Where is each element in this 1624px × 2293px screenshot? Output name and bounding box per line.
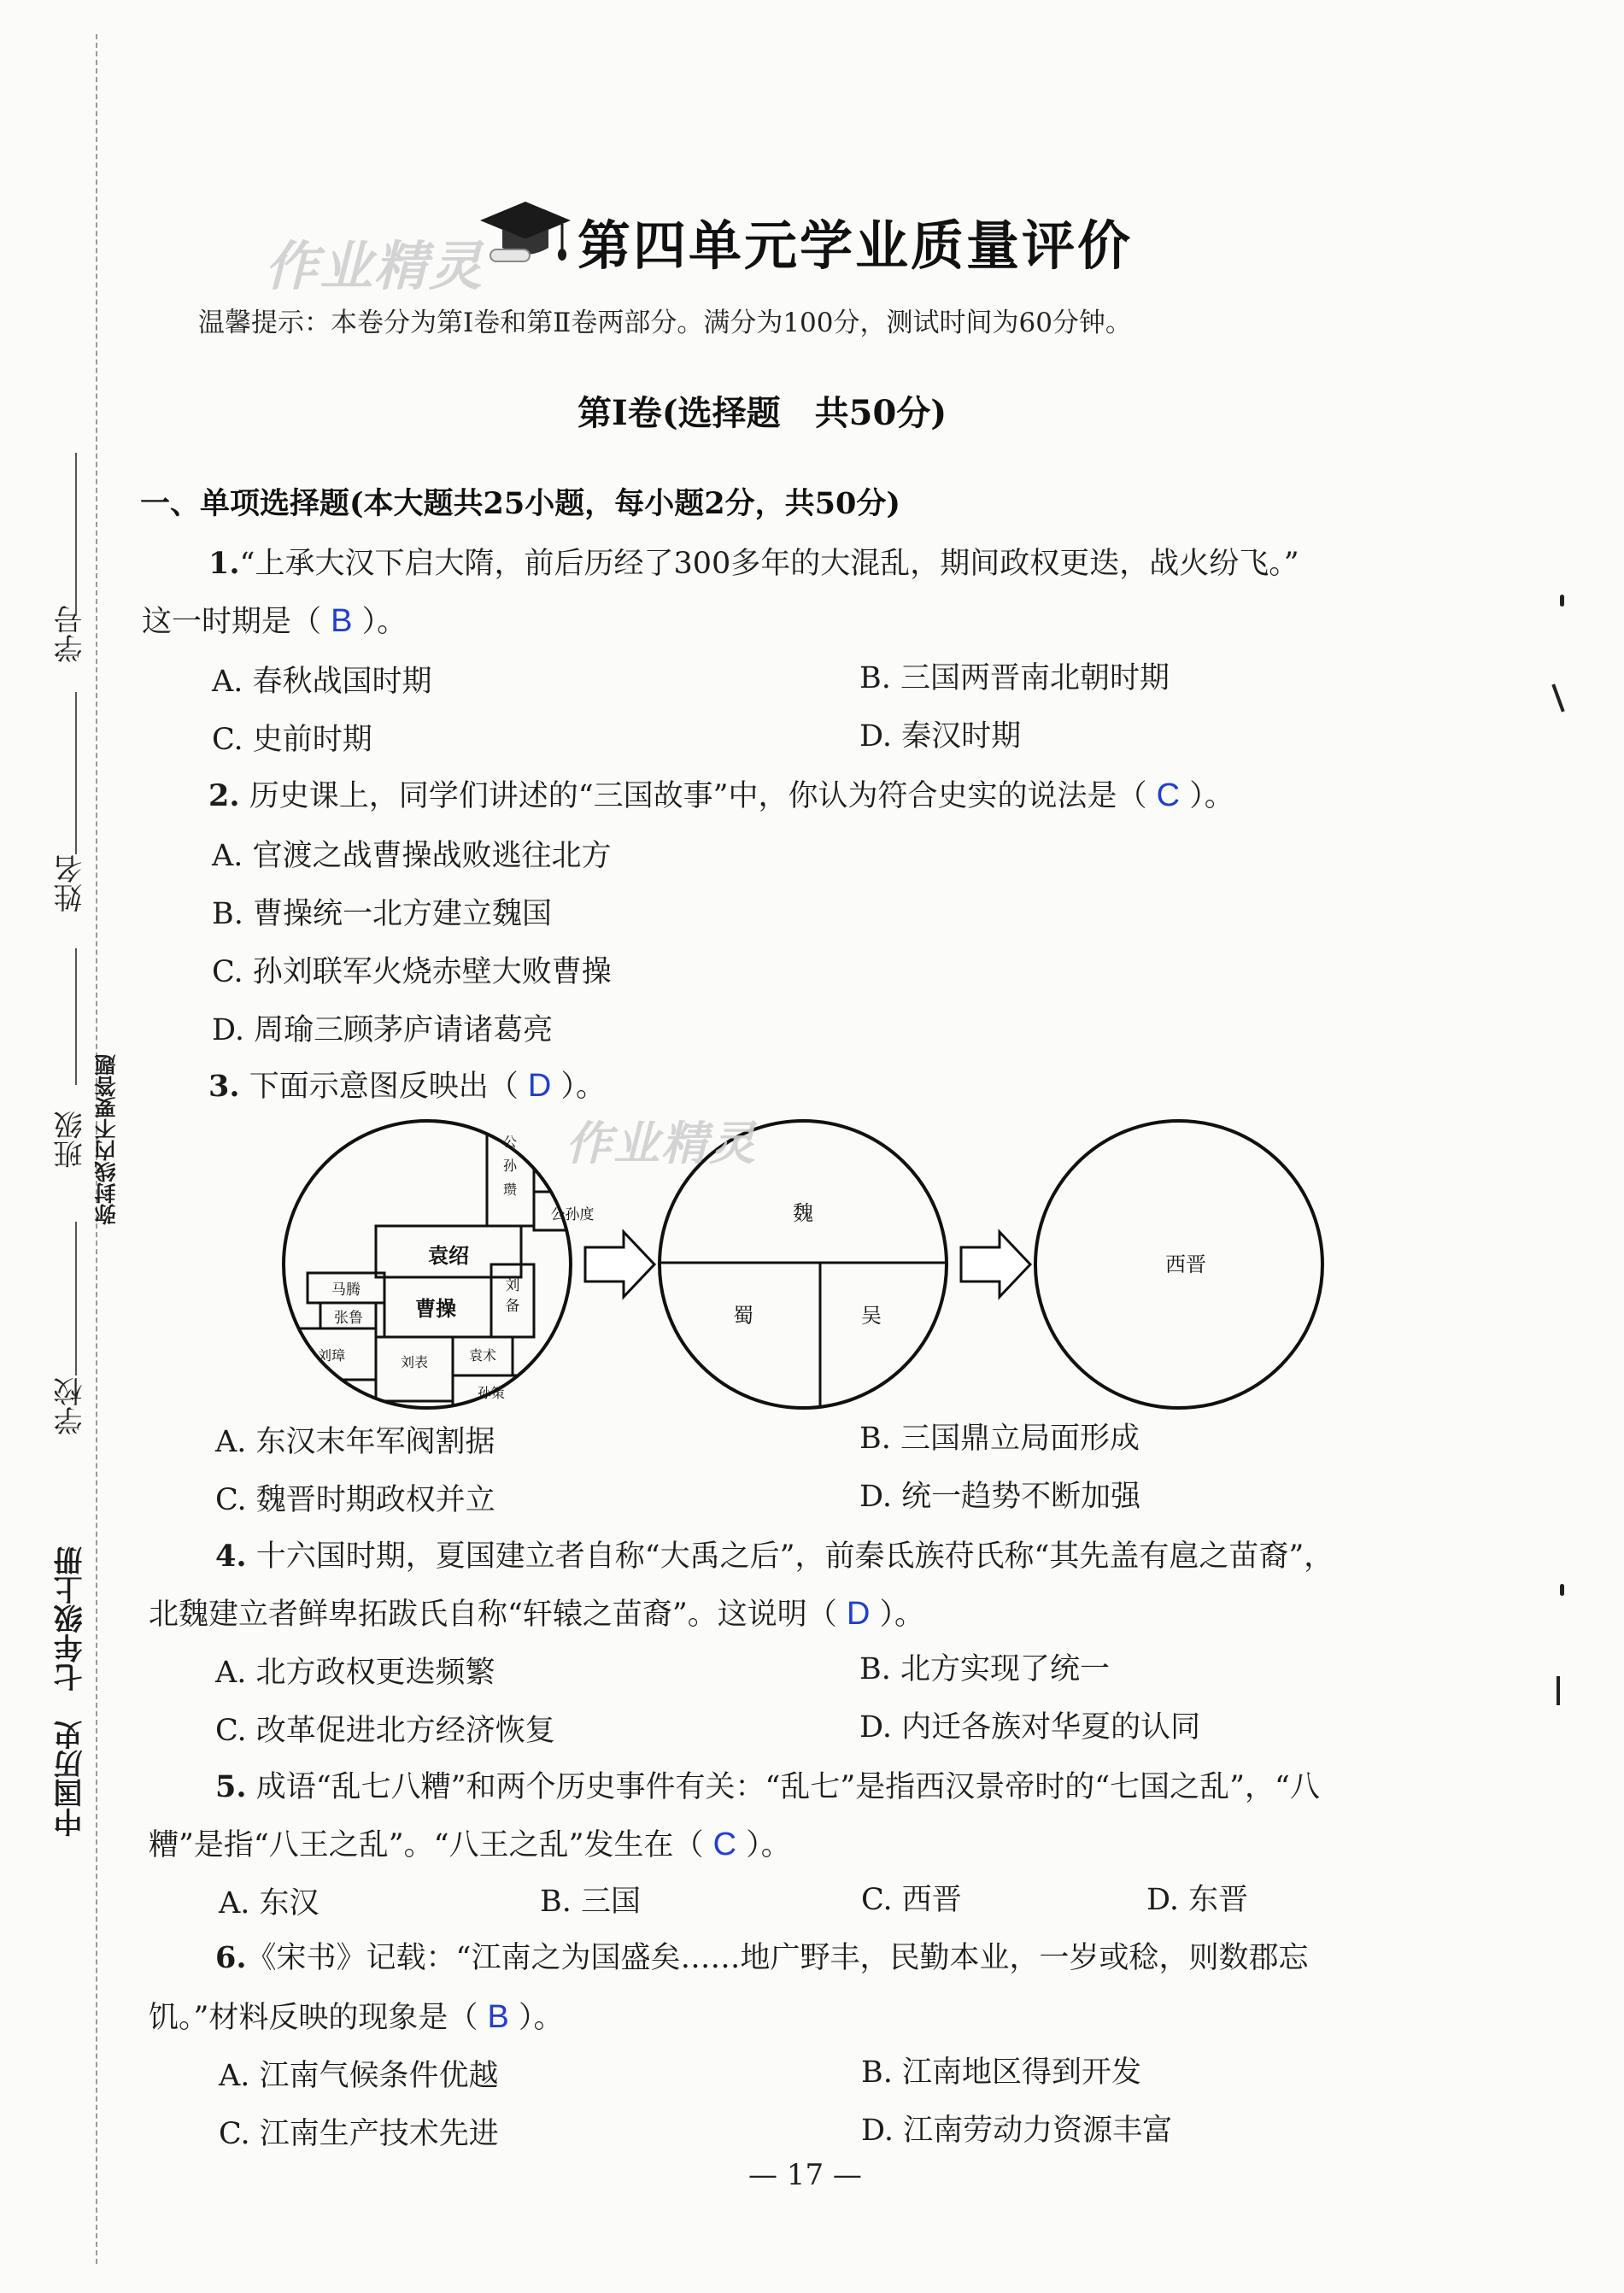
q5-answer[interactable]: C	[712, 1827, 737, 1862]
q6-option-b[interactable]: B. 江南地区得到开发	[861, 2055, 1141, 2090]
name-underline[interactable]	[75, 692, 77, 854]
q3-number: 3.	[208, 1069, 240, 1104]
q3-stem-text: 下面示意图反映出（	[249, 1070, 519, 1104]
q2-option-b[interactable]: B. 曹操统一北方建立魏国	[212, 897, 552, 931]
q6-number: 6.	[215, 1940, 247, 1975]
q2-stem-text: 历史课上，同学们讲述的“三国故事”中，你认为符合史实的说法是（	[249, 779, 1147, 813]
label-yuan-shu: 袁术	[468, 1347, 497, 1363]
label-sun-ce: 孙策	[477, 1385, 506, 1401]
scan-speck	[1560, 595, 1564, 607]
label-cao-cao: 曹操	[415, 1296, 456, 1321]
q1-stem-line2	[142, 598, 407, 641]
tip-text: 温馨提示：本卷分为第Ⅰ卷和第Ⅱ卷两部分。满分为100分，测试时间为60分钟。	[198, 308, 1132, 338]
q1-answer[interactable]: B	[331, 603, 353, 639]
q4-stem-end: ）。	[879, 1598, 925, 1632]
q2-option-d[interactable]: D. 周瑜三顾茅庐请诸葛亮	[212, 1013, 554, 1047]
part-title: 第Ⅰ卷(选择题 共50分)	[577, 393, 947, 433]
q3-option-c[interactable]: C. 魏晋时期政权并立	[215, 1483, 495, 1517]
q6-stem-line2	[149, 1994, 564, 2037]
q1-stem-a: “上承大汉下启大隋，前后历经了300多年的大混乱，期间政权更迭，战火纷飞。”	[239, 547, 1299, 581]
q6-stem-line1	[215, 1934, 1308, 1977]
q4-stem-line2	[149, 1591, 924, 1633]
q5-option-a[interactable]: A. 东汉	[219, 1886, 320, 1921]
q4-stem-line1	[215, 1533, 1334, 1575]
label-liu-biao: 刘表	[400, 1354, 429, 1370]
q5-option-b[interactable]: B. 三国	[540, 1885, 641, 1919]
q1-stem-line1	[208, 540, 1299, 583]
label-gongsun-zan: 公孙瓒	[502, 1134, 518, 1198]
q4-option-c[interactable]: C. 改革促进北方经济恢复	[215, 1714, 555, 1748]
book-label: 中国历史 七年级上册	[54, 1546, 88, 1837]
scan-speck	[1551, 683, 1564, 712]
label-yuan-shao: 袁绍	[428, 1243, 469, 1268]
q5-stem-b: 糟”是指“八王之乱”。“八王之乱”发生在（	[149, 1828, 704, 1862]
q3-stem	[208, 1063, 606, 1105]
q5-stem-line1	[215, 1763, 1320, 1806]
q6-stem-end: ）。	[519, 2001, 564, 2035]
scan-speck	[1560, 1584, 1564, 1596]
page-number: — 17 —	[748, 2158, 862, 2192]
q1-option-b[interactable]: B. 三国两晋南北朝时期	[859, 661, 1170, 695]
q3-option-d[interactable]: D. 统一趋势不断加强	[859, 1480, 1141, 1514]
q5-option-d[interactable]: D. 东晋	[1146, 1883, 1249, 1917]
q4-option-d[interactable]: D. 内迁各族对华夏的认同	[859, 1710, 1201, 1745]
q6-option-c[interactable]: C. 江南生产技术先进	[219, 2117, 499, 2151]
watermark-text: 作业精灵	[265, 235, 484, 297]
q6-option-a[interactable]: A. 江南气候条件优越	[219, 2059, 499, 2093]
three-kingdoms-diagram	[282, 1111, 1341, 1418]
scan-speck	[1557, 1676, 1560, 1705]
q2-option-c[interactable]: C. 孙刘联军火烧赤壁大败曹操	[212, 955, 612, 989]
q4-answer[interactable]: D	[846, 1596, 871, 1632]
q5-number: 5.	[215, 1769, 247, 1804]
q5-stem-a: 成语“乱七八糟”和两个历史事件有关：“乱七”是指西汉景帝时的“七国之乱”，“八	[255, 1770, 1320, 1804]
q5-stem-end: ）。	[746, 1828, 791, 1862]
q5-option-c[interactable]: C. 西晋	[861, 1883, 962, 1917]
label-shu: 蜀	[733, 1304, 753, 1328]
student-id-label: 学号	[54, 605, 88, 663]
q2-stem-end: ）。	[1189, 779, 1234, 813]
q3-option-b[interactable]: B. 三国鼎立局面形成	[859, 1422, 1140, 1456]
q6-stem-a: 《宋书》记载：“江南之为国盛矣……地广野丰，民勤本业，一岁或稔，则数郡忘	[246, 1941, 1309, 1975]
q6-option-d[interactable]: D. 江南劳动力资源丰富	[861, 2114, 1173, 2148]
q2-stem	[208, 772, 1234, 815]
label-liu-zhang: 刘璋	[317, 1347, 346, 1363]
q3-option-a[interactable]: A. 东汉末年军阀割据	[215, 1425, 495, 1459]
q4-number: 4.	[215, 1539, 247, 1574]
q4-stem-b: 北魏建立者鲜卑拓跋氏自称“轩辕之苗裔”。这说明（	[149, 1598, 837, 1632]
q6-stem-b: 饥。”材料反映的现象是（	[149, 2001, 478, 2035]
q1-number: 1.	[208, 546, 240, 581]
label-wu: 吴	[861, 1304, 882, 1328]
name-label: 姓名	[54, 854, 88, 912]
q2-option-a[interactable]: A. 官渡之战曹操战败逃往北方	[212, 839, 612, 873]
class-underline[interactable]	[75, 948, 77, 1085]
q1-stem-end: ）。	[361, 605, 407, 639]
page-title: 第四单元学业质量评价	[577, 214, 1134, 277]
q1-option-c[interactable]: C. 史前时期	[212, 723, 372, 757]
label-gongsun-du: 公孙度	[550, 1206, 595, 1223]
q4-option-b[interactable]: B. 北方实现了统一	[859, 1652, 1110, 1686]
section-title: 一、单项选择题(本大题共25小题，每小题2分，共50分)	[140, 486, 900, 521]
label-ma-teng: 马腾	[331, 1281, 361, 1299]
label-zhang-lu: 张鲁	[334, 1310, 363, 1327]
q4-option-a[interactable]: A. 北方政权更迭频繁	[215, 1656, 495, 1690]
q2-number: 2.	[208, 778, 240, 813]
q6-answer[interactable]: B	[487, 1999, 509, 2035]
school-label: 学校	[54, 1377, 88, 1435]
q1-stem-b: 这一时期是（	[142, 605, 322, 639]
student-id-underline[interactable]	[75, 453, 77, 615]
q3-stem-end: ）。	[560, 1070, 606, 1104]
label-western-jin: 西晋	[1165, 1252, 1206, 1276]
q4-stem-a: 十六国时期，夏国建立者自称“大禹之后”，前秦氐族苻氏称“其先盖有扈之苗裔”，	[255, 1539, 1334, 1574]
class-label: 班级	[54, 1111, 88, 1169]
school-underline[interactable]	[75, 1222, 77, 1375]
q3-answer[interactable]: D	[527, 1068, 552, 1104]
graduation-cap-icon	[478, 195, 572, 272]
q1-option-d[interactable]: D. 秦汉时期	[859, 719, 1022, 754]
q5-stem-line2	[149, 1821, 791, 1864]
seal-note: 弥封线内不要答题	[94, 1054, 119, 1225]
watermark-text: 作业精灵	[566, 1117, 757, 1170]
label-wei: 魏	[793, 1201, 813, 1225]
q1-option-a[interactable]: A. 春秋战国时期	[212, 665, 432, 699]
arrow-right-icon	[961, 1232, 1030, 1297]
q2-answer[interactable]: C	[1156, 777, 1181, 813]
arrow-right-icon	[585, 1232, 654, 1297]
label-liu-bei: 刘备	[505, 1277, 520, 1315]
